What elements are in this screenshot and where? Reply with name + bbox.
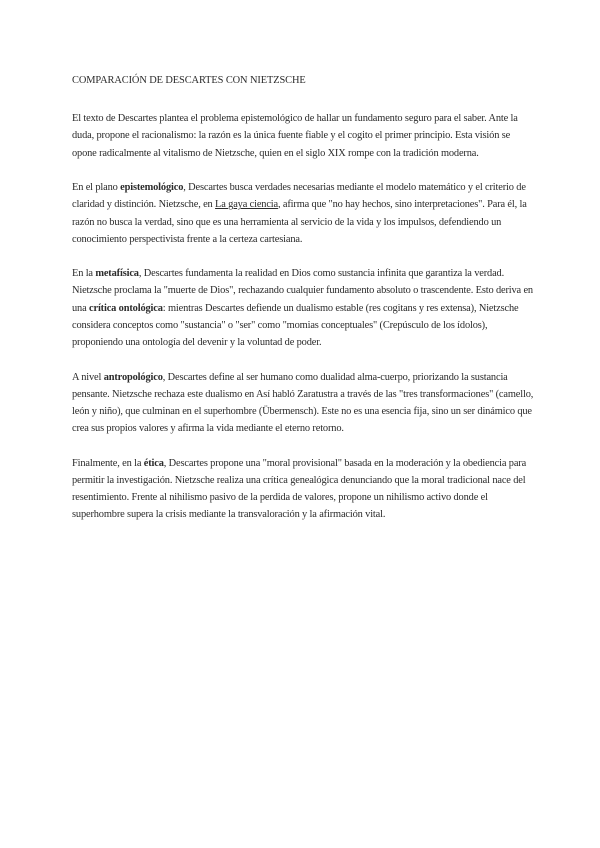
keyword-epistemologico: epistemológico	[120, 182, 184, 194]
text-segment: : mientras Descartes defiende un dualismo estable (res cogitans y res extensa), Nietzsche considera conceptos como "sustancia" o "ser" como "momias conceptuales" (Crepúsculo de los ídolos), proponiendo una ontología del devenir y la voluntad de poder.	[72, 302, 519, 349]
text-segment: , Descartes propone una "moral provisional" basada en la moderación y la obediencia para permitir la investigación. Nietzsche realiza una crítica genealógica denunciando que la moral tradicional nace del resentimiento. Frente al nihilismo pasivo de la perdida de valores, propone un nihilismo activo donde el superhombre supera la crisis mediante la transvaloración y la afirmación vital.	[72, 457, 527, 521]
document-title: COMPARACIÓN DE DESCARTES CON NIETZSCHE	[72, 75, 306, 86]
text-segment: En la	[72, 268, 96, 280]
text-segment: En el plano	[72, 182, 121, 194]
keyword-critica-ontologica: crítica ontológica	[89, 302, 163, 314]
text-segment: Finalmente, en la	[72, 457, 144, 469]
text-segment: , Descartes define al ser humano como dualidad alma-cuerpo, priorizando la sustancia pensante. Nietzsche rechaza este dualismo en Así habló Zaratustra a través de las "tres transformaciones" (camello, león y niño), que culminan en el superhombre (Übermensch). Este no es una esencia fija, sino un ser dinámico que crea sus propios valores y afirma la vida mediante el eterno retorno.	[72, 371, 534, 435]
text-segment: , Descartes fundamenta la realidad en Dios como sustancia infinita que garantiza la verdad. Nietzsche proclama la "muerte de Dios", rechazando cualquier fundamento absoluto o trascendente. Esto deriva en una	[72, 268, 533, 314]
paragraph-anthropology	[72, 369, 534, 438]
book-title-gaya-ciencia: La gaya ciencia	[215, 199, 278, 211]
keyword-antropologico: antropológico	[103, 371, 163, 383]
paragraph-epistemology	[72, 179, 534, 248]
keyword-etica: ética	[143, 457, 164, 469]
text-segment: , afirma que "no hay hechos, sino interpretaciones". Para él, la razón no busca la verdad, sino que es una herramienta al servicio de la vida y los impulsos, defendiendo un conocimiento perspectivista frente a la certeza cartesiana.	[72, 199, 527, 245]
keyword-metafisica: metafísica	[95, 268, 139, 280]
paragraph-metaphysics	[72, 265, 534, 351]
document-body	[72, 72, 534, 541]
text-segment: , Descartes busca verdades necesarias mediante el modelo matemático y el criterio de claridad y distinción. Nietzsche, en	[72, 182, 526, 211]
paragraph-intro-text: El texto de Descartes plantea el problema epistemológico de hallar un fundamento seguro para el saber. Ante la duda, propone el racionalismo: la razón es la única fuente fiable y el cogito el primer principio. Esta visión se opone radicalmente al vitalismo de Nietzsche, quien en el siglo XIX rompe con la tradición moderna.	[72, 113, 518, 159]
paragraph-ethics	[72, 455, 534, 524]
text-segment: A nivel	[72, 371, 104, 383]
paragraph-intro	[72, 110, 534, 162]
